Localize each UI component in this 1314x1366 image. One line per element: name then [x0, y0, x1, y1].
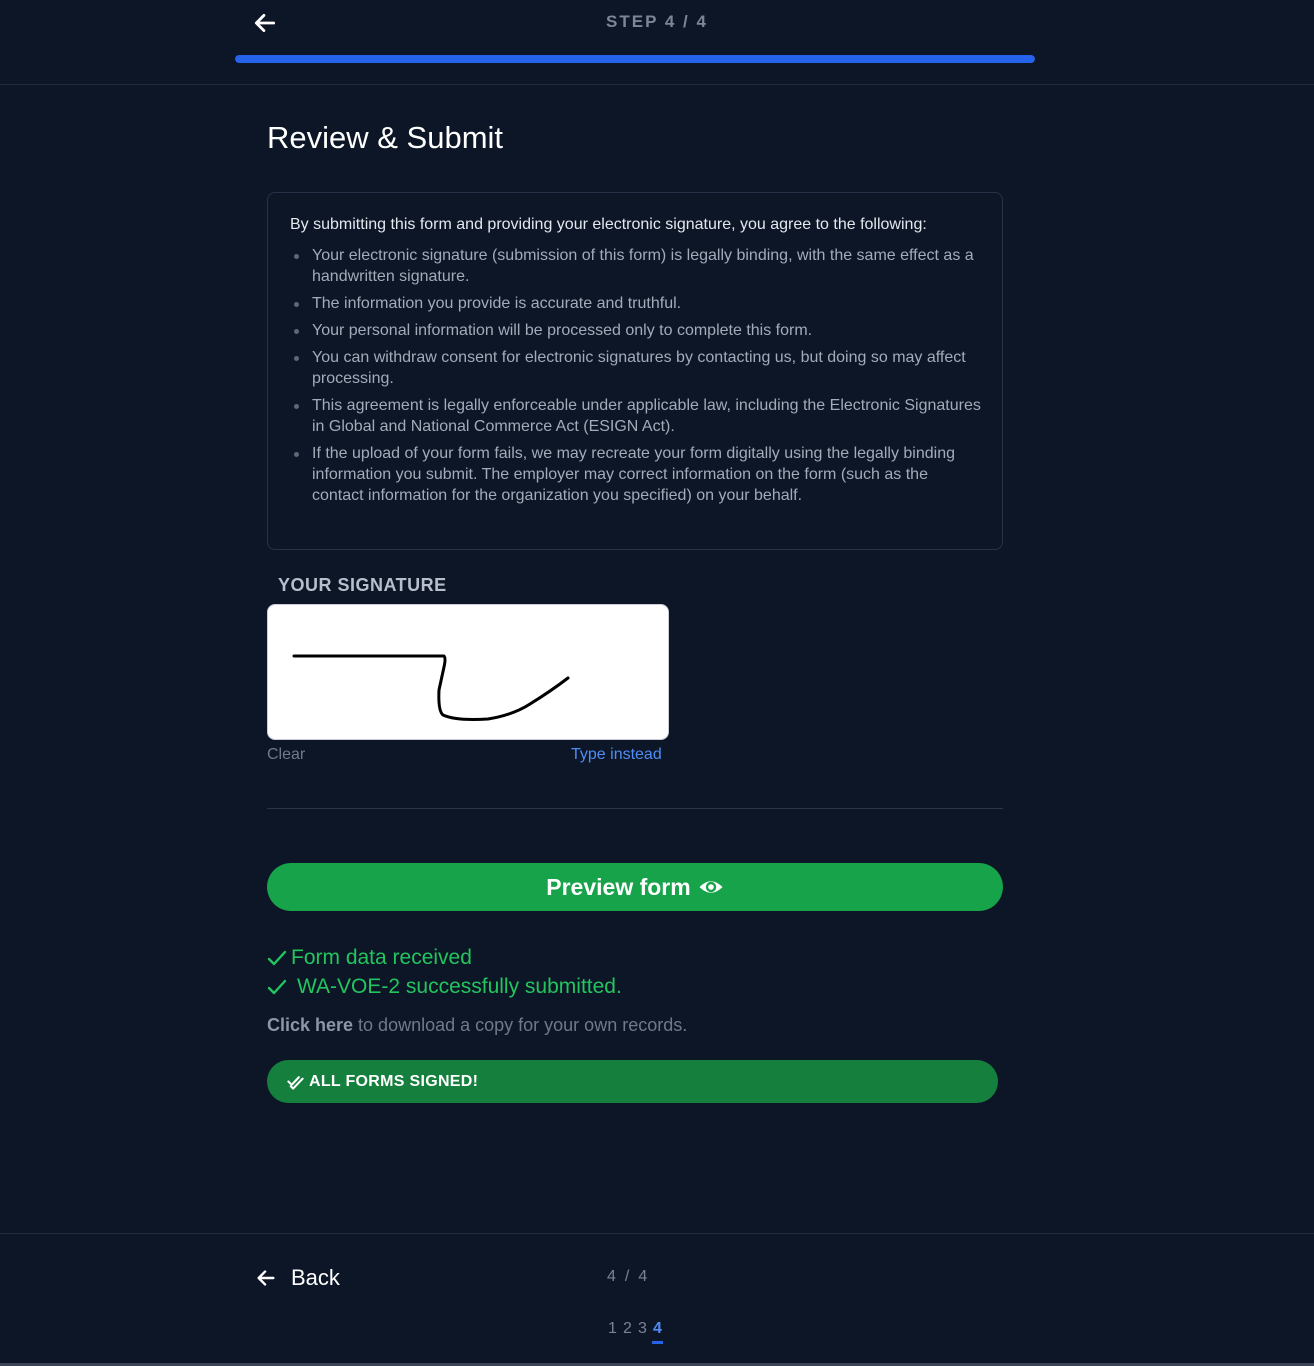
page-current: 4 — [607, 1268, 617, 1285]
preview-form-label: Preview form — [546, 873, 691, 900]
download-note — [267, 1015, 687, 1036]
progress-fill — [235, 55, 1035, 63]
check-icon — [267, 977, 287, 997]
agreement-item: Your electronic signature (submission of this form) is legally binding, with the same effect as a handwritten signature. — [290, 245, 981, 287]
signed-banner-label: ALL FORMS SIGNED! — [309, 1072, 479, 1090]
status-submitted-text: WA-VOE-2 successfully submitted. — [297, 975, 622, 998]
footer — [0, 1233, 1314, 1366]
status-received — [267, 946, 472, 970]
page-total: 4 — [638, 1268, 649, 1285]
page-number-1[interactable]: 1 — [608, 1320, 617, 1337]
type-instead-link[interactable]: Type instead — [571, 746, 662, 763]
page-number-4[interactable]: 4 — [652, 1320, 663, 1344]
download-note-text: to download a copy for your own records. — [353, 1015, 688, 1035]
page-number-3[interactable]: 3 — [638, 1320, 647, 1337]
agreement-item: This agreement is legally enforceable under applicable law, including the Electronic Signatures in Global and National Commerce Act (ESIGN Act). — [290, 395, 981, 437]
page-numbers — [607, 1320, 663, 1344]
status-received-text: Form data received — [291, 946, 472, 969]
check-icon — [267, 948, 287, 968]
page-separator: / — [624, 1268, 631, 1285]
preview-form-button[interactable] — [267, 863, 1003, 911]
agreement-item: You can withdraw consent for electronic signatures by contacting us, but doing so may affect processing. — [290, 347, 981, 389]
back-button-label: Back — [291, 1265, 340, 1290]
status-submitted — [267, 975, 622, 999]
page-title: Review & Submit — [267, 120, 504, 155]
divider — [267, 808, 1003, 809]
agreement-box — [267, 192, 1003, 550]
back-button[interactable] — [255, 1265, 340, 1291]
page-number-2[interactable]: 2 — [623, 1320, 632, 1337]
signature-pad[interactable] — [267, 604, 669, 740]
clear-signature-button[interactable]: Clear — [267, 746, 306, 763]
agreement-intro: By submitting this form and providing your electronic signature, you agree to the following: — [290, 216, 927, 233]
agreement-item: The information you provide is accurate and truthful. — [290, 293, 981, 314]
double-check-icon — [287, 1073, 304, 1090]
progress-bar — [235, 55, 1035, 63]
eye-icon — [698, 874, 724, 900]
page-counter — [607, 1268, 648, 1286]
signature-label: YOUR SIGNATURE — [278, 575, 447, 595]
top-header — [0, 0, 1314, 85]
agreement-list — [290, 245, 981, 506]
download-link[interactable]: Click here — [267, 1015, 354, 1035]
all-forms-signed-banner — [267, 1060, 998, 1103]
agreement-item: Your personal information will be processed only to complete this form. — [290, 320, 981, 341]
step-indicator: STEP 4 / 4 — [606, 12, 708, 31]
signature-drawing — [268, 605, 668, 739]
agreement-item: If the upload of your form fails, we may recreate your form digitally using the legally binding information you submit. The employer may correct information on the form (such as the contact information for the organization you specified) on your behalf. — [290, 443, 981, 506]
arrow-left-icon — [255, 1267, 277, 1289]
